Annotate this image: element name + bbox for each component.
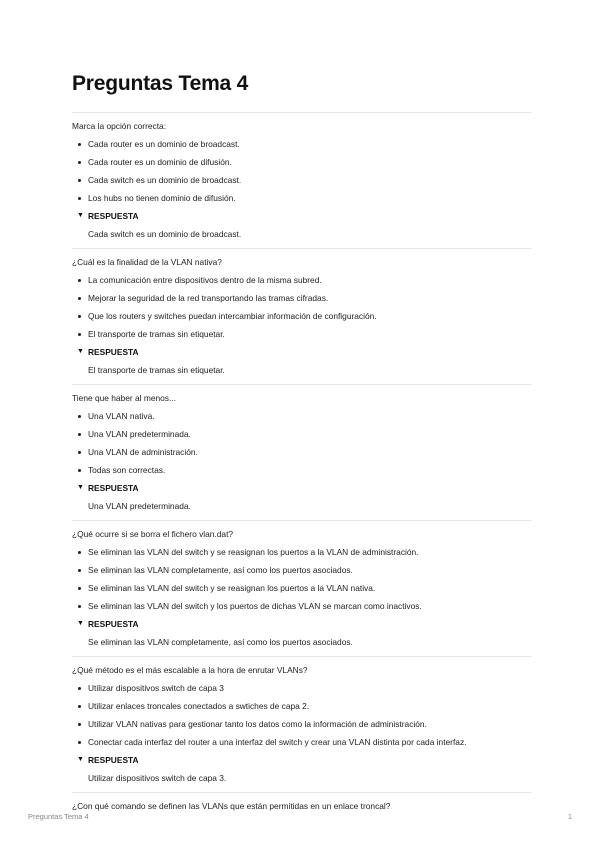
bullet-icon (78, 279, 81, 282)
bullet-icon (78, 433, 81, 436)
bullet-icon (78, 415, 81, 418)
triangle-down-icon: ▼ (77, 348, 84, 355)
page-title: Preguntas Tema 4 (72, 72, 249, 95)
triangle-down-icon: ▼ (77, 620, 84, 627)
question-text: ¿Cuál es la finalidad de la VLAN nativa? (72, 257, 222, 267)
option-item: Todas son correctas. (72, 461, 532, 479)
option-item: Cada router es un dominio de difusión. (72, 153, 532, 171)
option-item: Conectar cada interfaz del router a una interfaz del switch y crear una VLAN distinta por cada interfaz. (72, 733, 532, 751)
bullet-icon (78, 143, 81, 146)
option-item: Una VLAN nativa. (72, 407, 532, 425)
option-list (72, 407, 532, 479)
bullet-icon (78, 587, 81, 590)
question-block (72, 656, 532, 787)
answer-text: Se eliminan las VLAN completamente, así como los puertos asociados. (88, 637, 353, 647)
bullet-icon (78, 605, 81, 608)
option-item: Utilizar enlaces troncales conectados a swtiches de capa 2. (72, 697, 532, 715)
bullet-icon (78, 333, 81, 336)
page-footer (28, 812, 572, 821)
option-item: Los hubs no tienen dominio de difusión. (72, 189, 532, 207)
question-text: ¿Qué método es el más escalable a la hora de enrutar VLANs? (72, 665, 308, 675)
bullet-icon (78, 197, 81, 200)
bullet-icon (78, 741, 81, 744)
page-number: 1 (567, 812, 572, 821)
bullet-icon (78, 551, 81, 554)
bullet-icon (78, 723, 81, 726)
question-text: ¿Con qué comando se definen las VLANs que están permitidas en un enlace troncal? (72, 801, 391, 811)
bullet-icon (78, 315, 81, 318)
option-list (72, 271, 532, 343)
option-item: Utilizar VLAN nativas para gestionar tanto los datos como la información de administración. (72, 715, 532, 733)
answer-toggle[interactable]: ▼ RESPUESTA (72, 207, 532, 225)
option-list (72, 543, 532, 615)
bullet-icon (78, 161, 81, 164)
answer-toggle[interactable]: ▼ RESPUESTA (72, 479, 532, 497)
option-item: Una VLAN predeterminada. (72, 425, 532, 443)
bullet-icon (78, 569, 81, 572)
option-item: Se eliminan las VLAN del switch y se reasignan los puertos a la VLAN nativa. (72, 579, 532, 597)
option-item: Utilizar dispositivos switch de capa 3 (72, 679, 532, 697)
bullet-icon (78, 705, 81, 708)
question-text: Tiene que haber al menos... (72, 393, 176, 403)
option-item: Mejorar la seguridad de la red transportando las tramas cifradas. (72, 289, 532, 307)
question-block (72, 792, 532, 814)
option-list (72, 679, 532, 751)
question-block (72, 520, 532, 651)
option-item: Cada switch es un dominio de broadcast. (72, 171, 532, 189)
bullet-icon (78, 179, 81, 182)
option-item: Se eliminan las VLAN completamente, así como los puertos asociados. (72, 561, 532, 579)
question-block (72, 112, 532, 243)
question-block (72, 248, 532, 379)
answer-toggle[interactable]: ▼ RESPUESTA (72, 343, 532, 361)
question-text: ¿Qué ocurre si se borra el fichero vlan.dat? (72, 529, 234, 539)
answer-text: Una VLAN predeterminada. (88, 501, 191, 511)
bullet-icon (78, 687, 81, 690)
question-list (72, 112, 532, 814)
option-item: El transporte de tramas sin etiquetar. (72, 325, 532, 343)
option-item: Que los routers y switches puedan intercambiar información de configuración. (72, 307, 532, 325)
answer-text: Cada switch es un dominio de broadcast. (88, 229, 242, 239)
bullet-icon (78, 469, 81, 472)
option-item: Se eliminan las VLAN del switch y se reasignan los puertos a la VLAN de administración. (72, 543, 532, 561)
triangle-down-icon: ▼ (77, 212, 84, 219)
bullet-icon (78, 297, 81, 300)
answer-text: El transporte de tramas sin etiquetar. (88, 365, 225, 375)
answer-toggle[interactable]: ▼ RESPUESTA (72, 751, 532, 769)
question-block (72, 384, 532, 515)
question-text: Marca la opción correcta: (72, 121, 167, 131)
answer-text: Utilizar dispositivos switch de capa 3. (88, 773, 227, 783)
triangle-down-icon: ▼ (77, 756, 84, 763)
footer-title: Preguntas Tema 4 (28, 812, 89, 821)
answer-toggle[interactable]: ▼ RESPUESTA (72, 615, 532, 633)
option-item: La comunicación entre dispositivos dentro de la misma subred. (72, 271, 532, 289)
bullet-icon (78, 451, 81, 454)
triangle-down-icon: ▼ (77, 484, 84, 491)
option-item: Se eliminan las VLAN del switch y los puertos de dichas VLAN se marcan como inactivos. (72, 597, 532, 615)
option-item: Una VLAN de administración. (72, 443, 532, 461)
option-list (72, 135, 532, 207)
option-item: Cada router es un dominio de broadcast. (72, 135, 532, 153)
